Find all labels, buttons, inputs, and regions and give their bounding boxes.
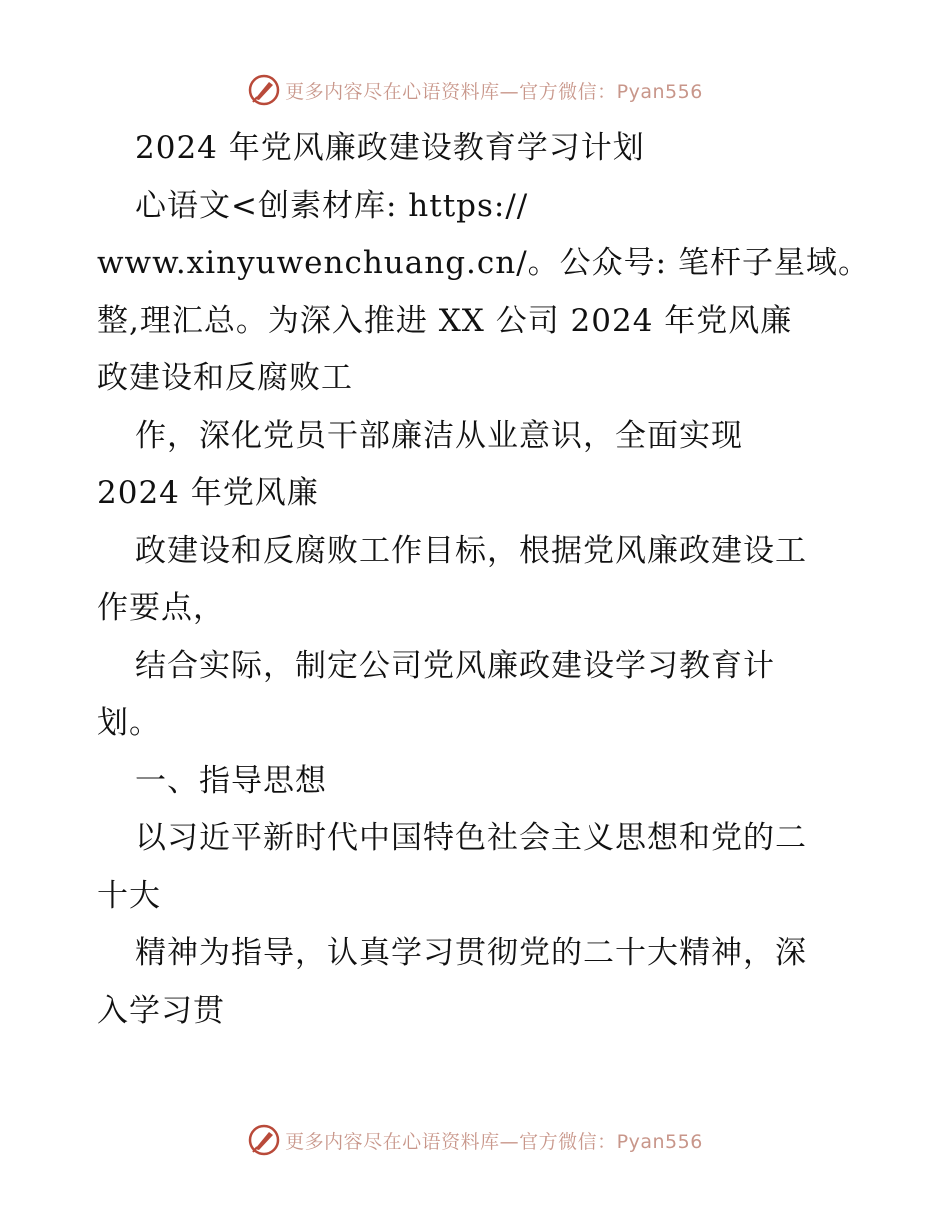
- text-line: 整,理汇总。为深入推进 XX 公司 2024 年党风廉: [97, 302, 793, 339]
- banner-text: 更多内容尽在心语资料库—官方微信：Pyan556: [285, 1130, 703, 1153]
- wechat-id: Pyan556: [616, 1130, 703, 1153]
- wechat-id: Pyan556: [616, 80, 703, 103]
- text-line: 一、指导思想: [135, 762, 327, 799]
- document-body: [97, 120, 870, 1040]
- quill-pen-circle-icon: [247, 73, 281, 107]
- text-line: 入学习贯: [97, 992, 225, 1029]
- text-line: 结合实际，制定公司党风廉政建设学习教育计: [135, 647, 775, 684]
- text-line: 以习近平新时代中国特色社会主义思想和党的二: [135, 820, 807, 856]
- text-line: 政建设和反腐败工: [97, 360, 353, 396]
- text-line: 十大: [97, 877, 161, 914]
- header-watermark-banner: [0, 70, 950, 110]
- text-line: 2024 年党风廉: [97, 475, 319, 511]
- text-line: 政建设和反腐败工作目标，根据党风廉政建设工: [135, 532, 807, 569]
- text-line: 精神为指导，认真学习贯彻党的二十大精神，深: [135, 935, 807, 971]
- text-line: 2024 年党风廉政建设教育学习计划: [135, 130, 645, 166]
- text-line: 心语文<创素材库: https://: [135, 187, 529, 224]
- text-line: 作，深化党员干部廉洁从业意识，全面实现: [135, 417, 743, 454]
- quill-pen-circle-icon: [247, 1123, 281, 1157]
- footer-watermark-banner: [0, 1120, 950, 1160]
- text-line: 划。: [97, 705, 161, 741]
- text-line: www.xinyuwenchuang.cn/。公众号: 笔杆子星域。: [97, 245, 870, 281]
- text-line: 作要点，: [97, 590, 225, 626]
- banner-text: 更多内容尽在心语资料库—官方微信：Pyan556: [285, 80, 703, 103]
